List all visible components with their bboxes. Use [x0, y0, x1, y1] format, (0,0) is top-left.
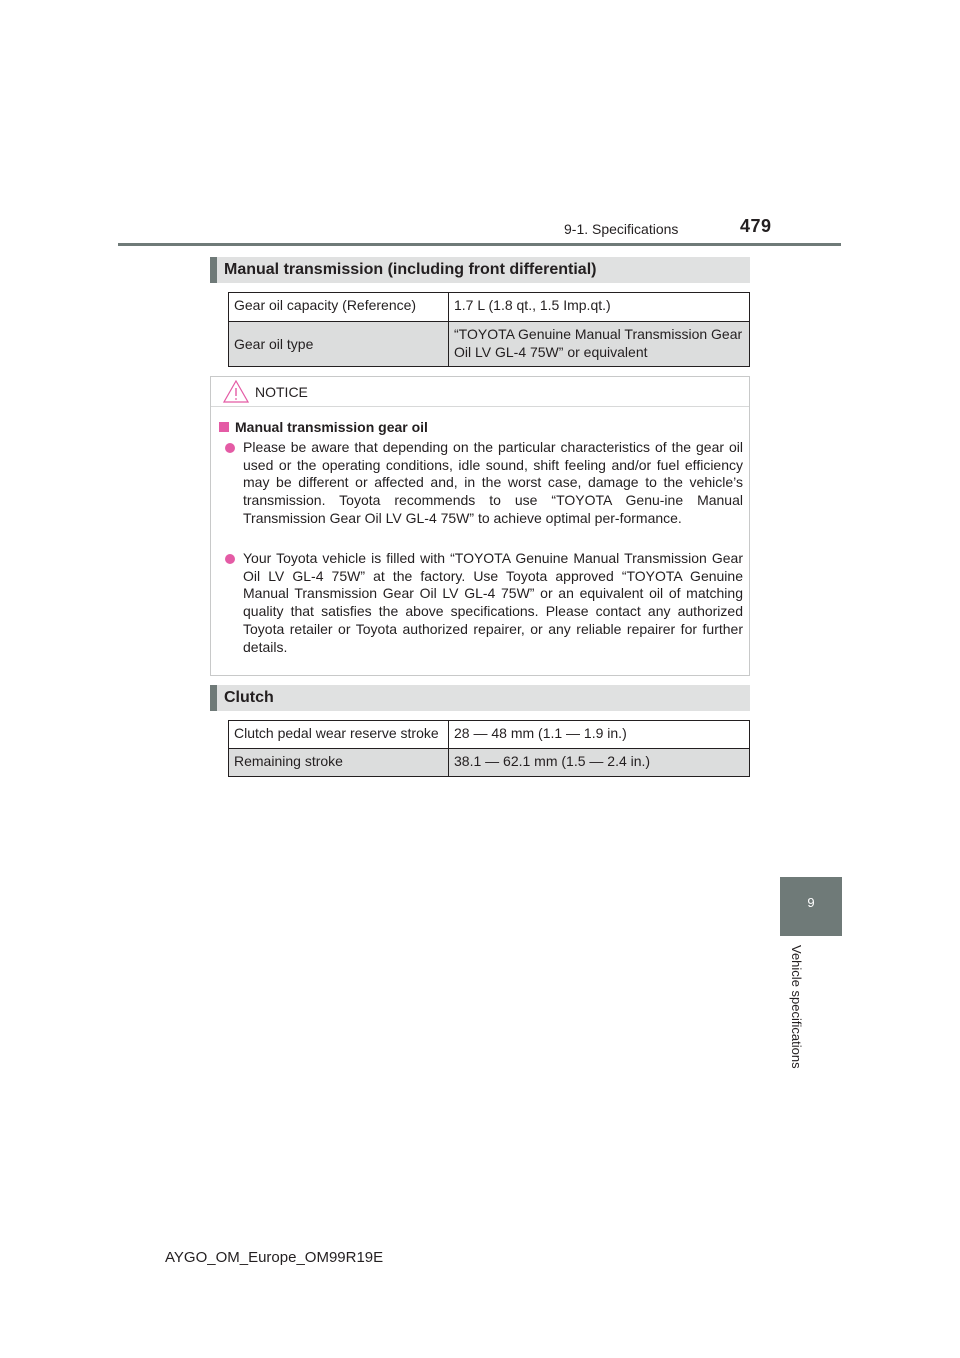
heading-bar — [210, 257, 217, 283]
notice-title — [219, 419, 428, 435]
clutch-heading — [210, 685, 750, 711]
bullet-text: Your Toyota vehicle is filled with “TOYOTA Genuine Manual Transmission Gear Oil LV GL-4 75W” at the factory. Use Toyota approved “TOYOTA Genuine Manual Transmission Gear Oil LV GL-4 75W” or an equivalent oil of matching quality that satisfies the above specifications. Please contact any authorized Toyota retailer or Toyota authorized repairer, or any reliable repairer for further details. — [243, 550, 743, 655]
row-label: Gear oil capacity (Reference) — [229, 293, 449, 322]
table-row — [229, 293, 750, 322]
warning-triangle-icon — [223, 380, 249, 403]
notice-title-text: Manual transmission gear oil — [235, 419, 428, 435]
heading-text: Manual transmission (including front differential) — [224, 261, 597, 278]
chapter-label — [789, 945, 814, 1085]
table-row — [229, 322, 750, 367]
square-bullet-icon — [219, 422, 229, 432]
document-id: AYGO_OM_Europe_OM99R19E — [165, 1249, 384, 1266]
bullet-text: Please be aware that depending on the particular characteristics of the gear oil used or the operating conditions, idle sound, shift feeling and/or fuel efficiency may be different or affected and, in the worst case, damage to the vehicle’s transmission. Toyota recommends to use “TOYOTA Genu-ine Manual Transmission Gear Oil LV GL-4 75W” to achieve optimal per-formance. — [243, 439, 743, 526]
header-rule — [118, 243, 841, 246]
row-value: 28 — 48 mm (1.1 — 1.9 in.) — [449, 721, 750, 749]
table-row — [229, 721, 750, 749]
heading-text: Clutch — [224, 689, 274, 706]
page-number: 479 — [740, 216, 772, 236]
row-label: Gear oil type — [229, 322, 449, 367]
bullet-dot-icon — [225, 443, 235, 453]
row-value: 1.7 L (1.8 qt., 1.5 Imp.qt.) — [449, 293, 750, 322]
chapter-number: 9 — [807, 895, 815, 910]
manual-transmission-table — [228, 292, 750, 367]
table-row — [229, 749, 750, 777]
bullet-dot-icon — [225, 554, 235, 564]
notice-box — [210, 376, 750, 676]
notice-bullet — [225, 439, 743, 528]
clutch-table — [228, 720, 750, 777]
manual-transmission-heading — [210, 257, 750, 283]
chapter-tab[interactable] — [780, 877, 842, 936]
notice-header — [211, 377, 749, 407]
chapter-label-text: Vehicle specifications — [789, 945, 804, 1069]
row-value: 38.1 — 62.1 mm (1.5 — 2.4 in.) — [449, 749, 750, 777]
section-title: 9-1. Specifications — [564, 221, 679, 237]
heading-bar — [210, 685, 217, 711]
row-value: “TOYOTA Genuine Manual Transmission Gear Oil LV GL-4 75W” or equivalent — [449, 322, 750, 367]
notice-bullet — [225, 550, 743, 656]
row-label: Clutch pedal wear reserve stroke — [229, 721, 449, 749]
notice-label: NOTICE — [255, 384, 308, 400]
row-label: Remaining stroke — [229, 749, 449, 777]
